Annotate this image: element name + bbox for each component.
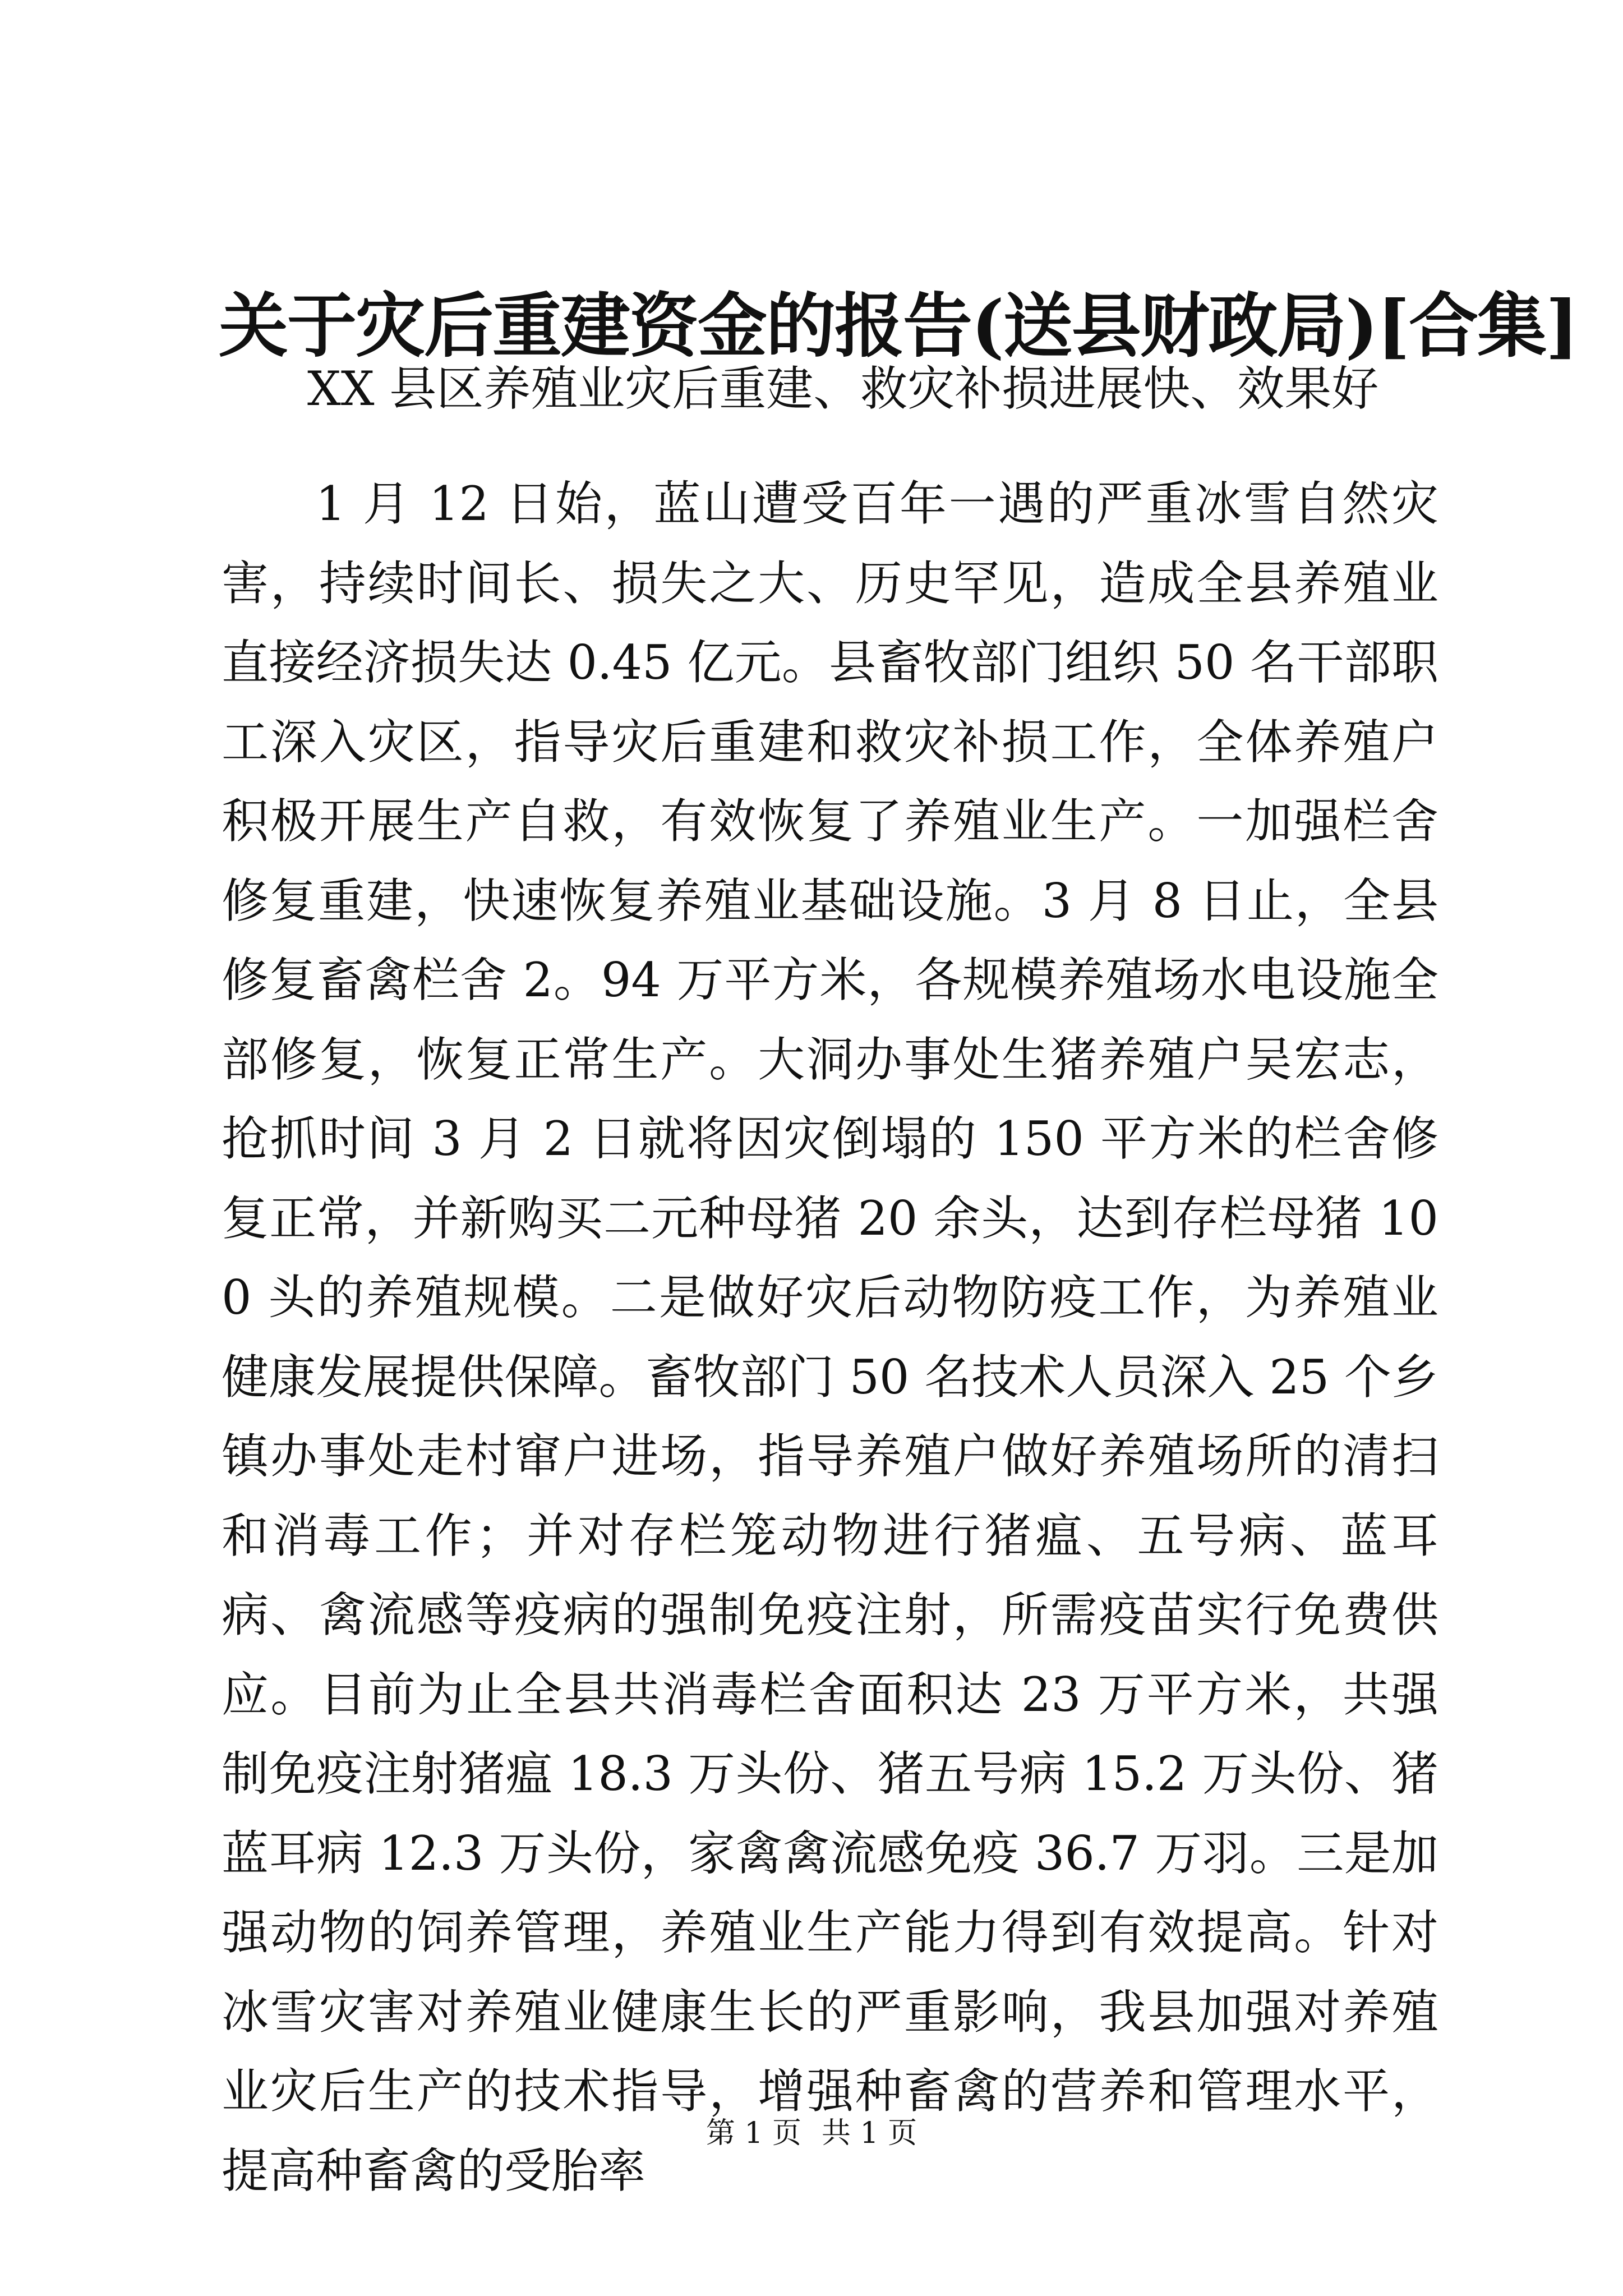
page-total: 共 1 页 <box>822 2116 917 2150</box>
document-subtitle: XX 县区养殖业灾后重建、救灾补损进展快、效果好 <box>307 361 1379 416</box>
document-title: 关于灾后重建资金的报告(送县财政局)[合集] <box>219 286 1578 367</box>
body-paragraph: 1 月 12 日始，蓝山遭受百年一遇的严重冰雪自然灾害，持续时间长、损失之大、历史罕见，造成全县养殖业直接经济损失达 0.45 亿元。县畜牧部门组织 50 名干部职工深入灾区，指导灾后重建和救灾补损工作，全体养殖户积极开展生产自救，有效恢复了养殖业生产。一加强栏舍修复重建，快速恢复养殖业基础设施。3 月 8 日止，全县修复畜禽栏舍 2。94 万平方米，各规模养殖场水电设施全部修复，恢复正常生产。大洞办事处生猪养殖户吴宏志，抢抓时间 3 月 2 日就将因灾倒塌的 150 平方米的栏舍修复正常，并新购买二元种母猪 20 余头，达到存栏母猪 100 头的养殖规模。二是做好灾后动物防疫工作，为养殖业健康发展提供保障。畜牧部门 50 名技术人员深入 25 个乡镇办事处走村窜户进场，指导养殖户做好养殖场所的清扫和消毒工作；并对存栏笼动物进行猪瘟、五号病、蓝耳病、禽流感等疫病的强制免疫注射，所需疫苗实行免费供应。目前为止全县共消毒栏舍面积达 23 万平方米，共强制免疫注射猪瘟 18.3 万头份、猪五号病 15.2 万头份、猪蓝耳病 12.3 万头份，家禽禽流感免疫 36.7 万羽。三是加强动物的饲养管理，养殖业生产能力得到有效提高。针对冰雪灾害对养殖业健康生长的严重影响，我县加强对养殖业灾后生产的技术指导，增强种畜禽的营养和管理水平，提高种畜禽的受胎率 <box>222 476 1438 2198</box>
page-footer <box>0 2114 1623 2153</box>
page-number: 第 1 页 <box>706 2116 801 2150</box>
